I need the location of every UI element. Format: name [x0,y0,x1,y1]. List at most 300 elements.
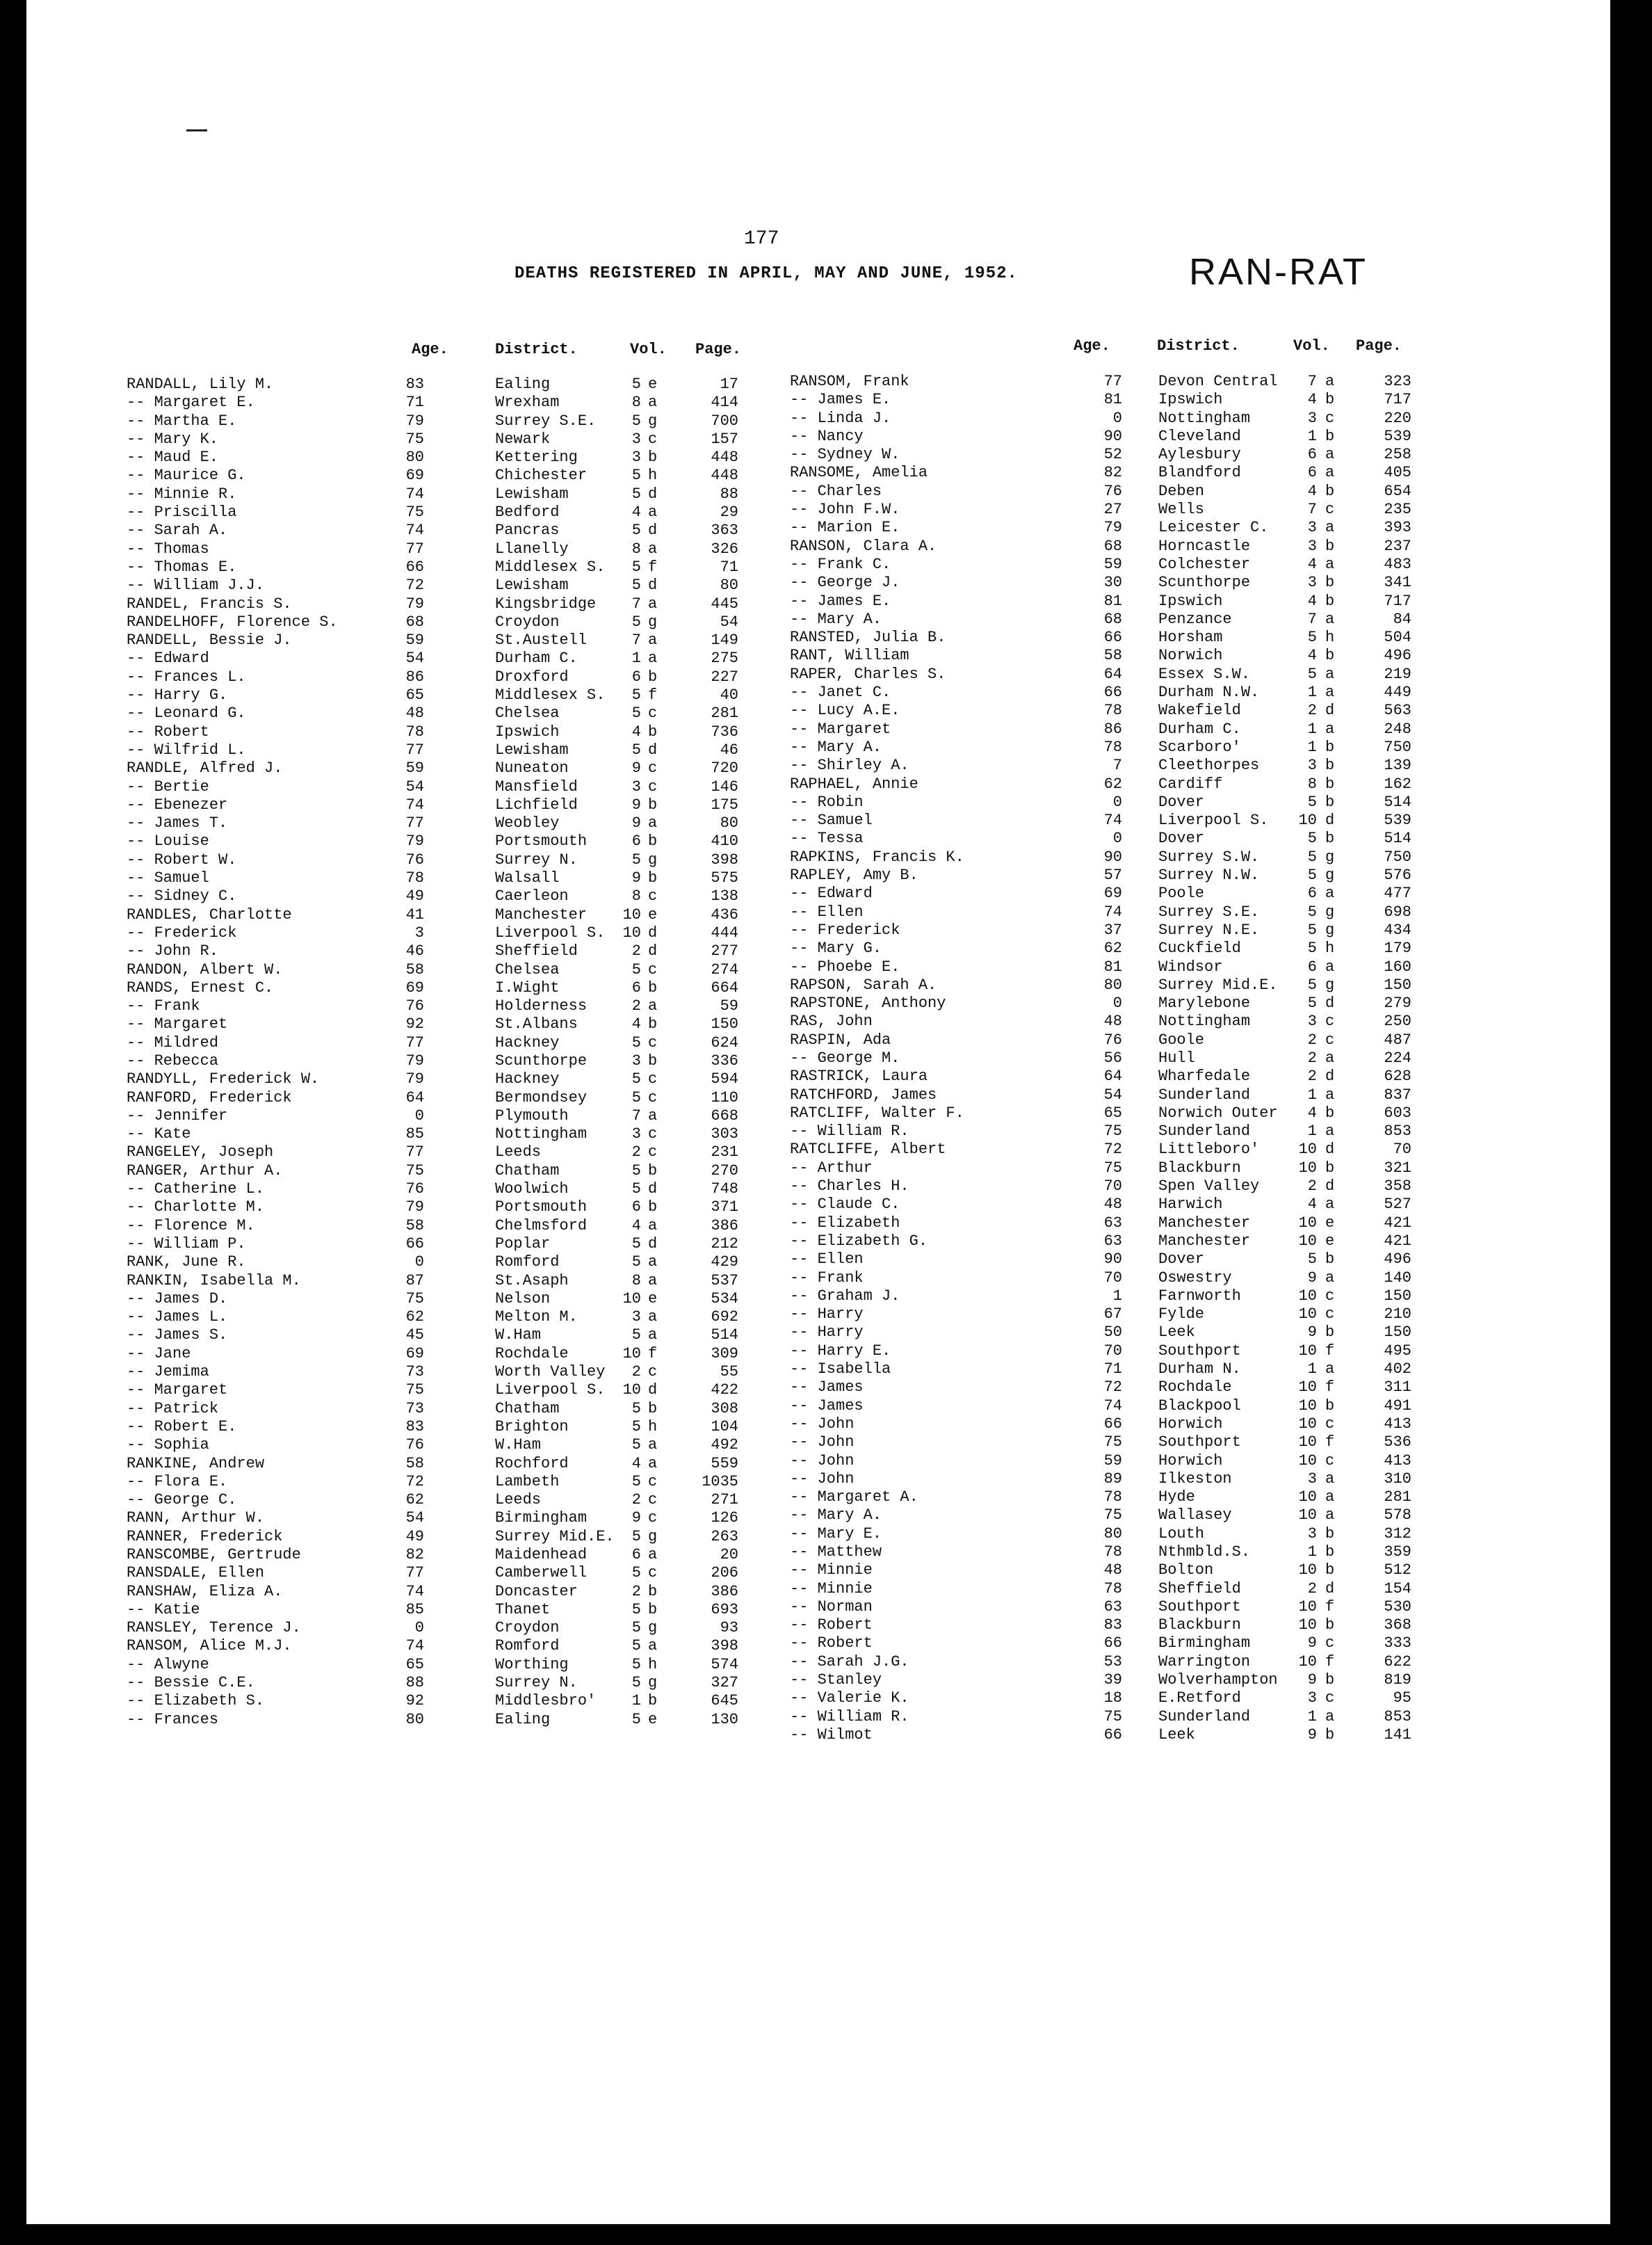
entry-page: 138 [711,887,738,906]
entry-row [127,1235,752,1253]
entry-age: 63 [1103,1232,1122,1250]
entry-district: Poplar [495,1234,551,1253]
entry-page: 55 [720,1363,738,1381]
entry-row [790,1378,1416,1397]
entry-volume: 5 [1307,665,1317,683]
entry-age: 70 [1103,1342,1122,1360]
entry-volume: 9 [1307,1634,1317,1652]
entry-row [127,540,752,558]
entry-page: 248 [1384,720,1411,738]
entry-page: 80 [720,814,738,832]
entry-district: Thanet [495,1600,551,1618]
entry-district: Rochdale [495,1344,569,1362]
entry-volume: 2 [1307,702,1317,720]
entry-name: RANDLES, Charlotte [127,906,292,924]
entry-age: 0 [1112,409,1122,427]
entry-page: 449 [1384,684,1411,702]
entry-name: -- Charles [790,482,882,500]
entry-age: 70 [1103,1269,1122,1287]
entry-name: -- Charlotte M. [127,1198,265,1216]
entry-volume-part: a [1325,446,1335,464]
entry-page: 692 [711,1308,738,1326]
entry-row [127,558,752,577]
entry-page: 594 [711,1070,738,1088]
entry-district: Scunthorpe [1158,574,1251,592]
entry-name: -- Frank [127,997,200,1015]
entry-page: 29 [720,504,738,522]
entry-name: RANGER, Arthur A. [127,1161,283,1180]
entry-volume-part: c [1325,1305,1335,1323]
entry-volume-part: d [1325,812,1335,830]
entry-district: Ilkeston [1158,1470,1232,1488]
entry-district: Kingsbridge [495,595,597,613]
entry-name: -- John [790,1433,855,1451]
entry-name: -- Flora E. [127,1472,228,1490]
entry-district: Chichester [495,467,588,485]
entry-volume: 4 [631,1015,641,1033]
entry-volume-part: a [1325,1196,1335,1214]
entry-page: 402 [1384,1360,1411,1378]
entry-name: -- Margaret [127,1381,228,1399]
entry-name: -- James E. [790,391,891,409]
entry-age: 92 [405,1692,424,1710]
right-header-page: Page. [1356,337,1402,355]
entry-district: Leek [1158,1725,1195,1744]
entry-volume: 10 [622,1289,641,1307]
entry-district: Liverpool S. [1158,812,1269,830]
entry-volume-part: b [1325,1671,1335,1689]
entry-name: -- Jennifer [127,1107,228,1125]
entry-age: 75 [1103,1707,1122,1725]
entry-row [790,1525,1416,1543]
entry-volume-part: a [648,1308,658,1326]
entry-volume: 5 [1307,830,1317,848]
entry-volume-part: c [648,778,658,796]
entry-row [790,1196,1416,1214]
entry-volume-part: f [1325,1652,1335,1671]
entry-row [127,1272,752,1290]
entry-age: 76 [1103,1031,1122,1049]
entry-district: Southport [1158,1433,1241,1451]
entry-volume-part: c [1325,1634,1335,1652]
entry-page: 126 [711,1509,738,1527]
entry-age: 77 [405,1564,424,1582]
entry-row [790,1397,1416,1415]
entry-name: -- James D. [127,1289,228,1307]
entry-volume-part: b [1325,1323,1335,1342]
entry-volume: 3 [1307,1470,1317,1488]
entry-district: Deben [1158,482,1205,500]
entry-page: 333 [1384,1634,1411,1652]
entry-district: Middlesbro' [495,1692,597,1710]
entry-district: Cleethorpes [1158,757,1260,775]
entry-volume: 5 [631,1436,641,1454]
entry-volume-part: b [648,832,658,851]
entry-district: Horwich [1158,1451,1223,1470]
entry-name: RATCLIFFE, Albert [790,1141,946,1159]
entry-name: -- Ebenezer [127,796,228,814]
entry-volume: 3 [1307,757,1317,775]
entry-name: -- Sarah J.G. [790,1652,909,1671]
entry-page: 1035 [702,1472,738,1490]
entry-volume-part: a [648,1637,658,1655]
entry-age: 80 [405,449,424,467]
entry-page: 326 [711,540,738,558]
entry-volume: 1 [1307,684,1317,702]
entry-row [790,446,1416,464]
entry-age: 67 [1103,1305,1122,1323]
entry-volume-part: f [1325,1598,1335,1616]
entry-volume-part: b [1325,1561,1335,1579]
entry-volume: 5 [1307,995,1317,1013]
entry-name: -- Wilmot [790,1725,873,1744]
entry-row [127,1089,752,1107]
entry-age: 49 [405,887,424,906]
entry-volume: 10 [1298,1232,1317,1250]
entry-age: 78 [1103,1488,1122,1506]
entry-district: Worth Valley [495,1363,606,1381]
entry-name: RANKINE, Andrew [127,1454,265,1472]
entry-volume: 4 [631,1454,641,1472]
entry-row [790,1543,1416,1561]
entry-row [127,942,752,960]
entry-volume: 2 [1307,1031,1317,1049]
entry-volume: 5 [631,1180,641,1198]
entry-district: Ipswich [1158,592,1223,610]
entry-age: 78 [405,869,424,887]
entry-name: RANFORD, Frederick [127,1088,292,1107]
entry-volume: 7 [1307,501,1317,519]
entry-name: -- Maud E. [127,449,219,467]
entry-volume-part: b [1325,830,1335,848]
entry-district: Wakefield [1158,702,1241,720]
entry-volume: 5 [631,467,641,485]
entry-row [790,1159,1416,1177]
entry-volume: 2 [631,1582,641,1600]
entry-district: Ealing [495,1710,551,1728]
entry-page: 275 [711,650,738,668]
entry-district: Ealing [495,376,551,393]
entry-volume-part: b [648,449,658,467]
entry-row [790,1616,1416,1634]
entry-name: -- Thomas [127,540,209,558]
entry-age: 65 [405,686,424,705]
entry-district: Durham C. [1158,720,1241,738]
entry-volume: 9 [1307,1269,1317,1287]
entry-page: 157 [711,430,738,448]
entry-row [790,428,1416,446]
entry-volume: 3 [631,1052,641,1070]
entry-age: 48 [1103,1561,1122,1579]
entry-page: 414 [711,394,738,412]
entry-page: 258 [1384,446,1411,464]
entry-name: RAPLEY, Amy B. [790,867,918,885]
entry-volume: 10 [1298,1598,1317,1616]
entry-volume-part: c [648,430,658,448]
entry-volume: 3 [631,430,641,448]
entry-name: -- Leonard G. [127,705,246,723]
entry-district: Southport [1158,1342,1241,1360]
entry-volume-part: c [648,1363,658,1381]
entry-district: Nthmbld.S. [1158,1543,1251,1561]
entry-volume-part: a [648,814,658,832]
entry-row [127,1345,752,1363]
entry-age: 0 [414,1107,424,1125]
left-header-district: District. [495,341,578,358]
entry-name: -- Elizabeth S. [127,1692,265,1710]
entry-volume-part: b [1325,1725,1335,1744]
entry-volume-part: b [648,1600,658,1618]
entry-name: -- Sydney W. [790,446,900,464]
entry-volume-part: h [648,467,658,485]
entry-name: RANDYLL, Frederick W. [127,1070,320,1088]
entry-row [127,1583,752,1601]
entry-volume-part: b [1325,1104,1335,1122]
entry-volume: 4 [631,1216,641,1234]
entry-page: 720 [711,759,738,778]
entry-volume: 9 [631,869,641,887]
entry-age: 66 [405,1234,424,1253]
entry-row [127,577,752,595]
entry-volume-part: b [1325,738,1335,756]
entry-volume-part: c [1325,1031,1335,1049]
entry-row [127,431,752,449]
entry-volume-part: c [648,705,658,723]
entry-age: 65 [1103,1104,1122,1122]
entry-age: 75 [1103,1159,1122,1177]
entry-age: 86 [1103,720,1122,738]
entry-volume: 4 [631,723,641,741]
right-header-district: District. [1157,337,1240,355]
entry-district: Chelsea [495,705,560,723]
entry-row [790,1470,1416,1488]
entry-district: Brighton [495,1417,569,1435]
entry-volume-part: b [1325,574,1335,592]
entry-page: 279 [1384,995,1411,1013]
entry-page: 359 [1384,1543,1411,1561]
entry-volume: 3 [1307,1689,1317,1707]
entry-page: 576 [1384,867,1411,885]
entry-page: 736 [711,723,738,741]
entry-volume: 5 [631,558,641,576]
entry-row [790,1177,1416,1196]
entry-row [790,647,1416,665]
entry-name: -- Edward [790,885,873,903]
entry-district: Sunderland [1158,1707,1251,1725]
entry-row [790,1452,1416,1470]
entry-volume-part: b [648,1052,658,1070]
page-number: 177 [744,228,779,250]
entry-row [790,922,1416,940]
entry-age: 58 [405,1454,424,1472]
entry-row [790,1031,1416,1049]
entry-name: RANDELL, Bessie J. [127,631,292,650]
entry-page: 429 [711,1253,738,1271]
entry-name: -- John [790,1451,855,1470]
entry-volume: 8 [631,887,641,906]
entry-volume: 9 [631,814,641,832]
entry-volume-part: a [1325,610,1335,628]
entry-district: Newark [495,430,551,448]
entry-volume: 5 [631,1674,641,1692]
entry-name: -- George J. [790,574,900,592]
entry-volume: 10 [622,906,641,924]
entry-age: 77 [405,1033,424,1052]
entry-district: St.Asaph [495,1271,569,1289]
entry-row [127,1473,752,1491]
entry-district: Surrey Mid.E. [1158,976,1278,994]
entry-page: 536 [1384,1433,1411,1451]
entry-volume: 1 [1307,1543,1317,1561]
entry-volume: 5 [631,1088,641,1107]
entry-page: 146 [711,778,738,796]
entry-page: 263 [711,1527,738,1545]
scan-border-left [0,0,26,2245]
entry-age: 68 [1103,537,1122,555]
entry-page: 308 [711,1399,738,1417]
entry-age: 74 [1103,1397,1122,1415]
entry-volume: 7 [631,631,641,650]
entry-row [127,686,752,705]
entry-volume-part: d [648,577,658,595]
entry-page: 312 [1384,1524,1411,1543]
entry-volume-part: h [648,1417,658,1435]
entry-row [127,376,752,394]
entry-row [790,1013,1416,1031]
entry-page: 645 [711,1692,738,1710]
entry-volume-part: c [648,960,658,979]
entry-volume: 1 [1307,720,1317,738]
entry-volume-part: c [1325,409,1335,427]
entry-name: -- Frank C. [790,555,891,573]
entry-district: St.Albans [495,1015,578,1033]
entry-volume: 10 [1298,1305,1317,1323]
entry-volume: 9 [631,796,641,814]
entry-age: 79 [405,412,424,430]
entry-volume-part: d [1325,1579,1335,1598]
entry-name: -- Frances L. [127,668,246,686]
entry-volume: 10 [1298,1397,1317,1415]
entry-row [127,1326,752,1344]
entry-row [127,1363,752,1381]
entry-volume-part: a [648,1107,658,1125]
entry-volume: 3 [1307,519,1317,537]
entry-row [127,869,752,887]
entry-page: 160 [1384,958,1411,976]
left-header-vol: Vol. [630,341,667,358]
entry-volume-part: b [1325,1543,1335,1561]
entry-row [127,759,752,778]
entry-volume: 10 [622,1381,641,1399]
entry-volume: 5 [1307,867,1317,885]
entry-volume-part: b [648,723,658,741]
entry-volume: 5 [1307,903,1317,921]
entry-volume-part: a [648,1253,658,1271]
entry-name: RANDELHOFF, Florence S. [127,613,338,631]
entry-row [127,1564,752,1582]
entry-district: Cuckfield [1158,940,1241,958]
entry-row [127,741,752,759]
entry-name: -- Jane [127,1344,191,1362]
entry-age: 66 [1103,1415,1122,1433]
entry-row [790,556,1416,574]
entry-page: 274 [711,960,738,979]
entry-age: 59 [1103,1451,1122,1470]
entry-name: -- John [790,1470,855,1488]
entry-volume-part: b [1325,1159,1335,1177]
entry-age: 74 [405,522,424,540]
entry-name: -- William R. [790,1122,909,1141]
entry-district: Surrey N. [495,1674,578,1692]
entry-name: -- Florence M. [127,1216,255,1234]
entry-volume: 4 [1307,391,1317,409]
entry-district: Poole [1158,885,1205,903]
entry-age: 73 [405,1363,424,1381]
scan-mark [186,129,207,131]
entry-district: Bermondsey [495,1088,588,1107]
left-header-page: Page. [695,341,742,358]
entry-age: 0 [414,1619,424,1637]
left-header-age: Age. [412,341,448,358]
entry-page: 434 [1384,921,1411,939]
entry-page: 371 [711,1198,738,1216]
entry-volume-part: d [648,741,658,759]
entry-name: -- James T. [127,814,228,832]
entry-district: Nottingham [1158,1013,1251,1031]
entry-age: 69 [405,467,424,485]
entry-volume: 3 [631,449,641,467]
entry-age: 74 [1103,812,1122,830]
entry-age: 58 [405,1216,424,1234]
entry-row [790,1360,1416,1378]
entry-district: Romford [495,1253,560,1271]
entry-volume-part: g [648,1527,658,1545]
entry-volume: 5 [631,485,641,503]
entry-page: 514 [1384,830,1411,848]
entry-row [790,666,1416,684]
entry-age: 54 [405,778,424,796]
entry-row [790,684,1416,702]
entry-age: 63 [1103,1214,1122,1232]
entry-volume-part: c [648,887,658,906]
entry-district: Leeds [495,1143,542,1161]
entry-name: -- William P. [127,1234,246,1253]
entry-page: 206 [711,1564,738,1582]
entry-name: RANGELEY, Joseph [127,1143,274,1161]
entry-volume-part: d [1325,995,1335,1013]
entry-page: 271 [711,1491,738,1509]
entry-row [790,1506,1416,1524]
entry-page: 93 [720,1619,738,1637]
entry-volume: 3 [631,1308,641,1326]
entry-district: Liverpool S. [495,1381,606,1399]
entry-volume: 4 [1307,592,1317,610]
entry-age: 59 [405,631,424,650]
entry-name: -- Robert [790,1634,873,1652]
entry-row [790,1305,1416,1323]
entry-name: -- Frances [127,1710,219,1728]
entry-district: Llanelly [495,540,569,558]
entry-district: Goole [1158,1031,1205,1049]
entry-page: 563 [1384,702,1411,720]
entry-page: 398 [711,1637,738,1655]
entry-volume: 5 [631,412,641,430]
entry-page: 149 [711,631,738,650]
entry-age: 62 [1103,775,1122,793]
entry-district: St.Austell [495,631,588,650]
entry-age: 58 [1103,647,1122,665]
entry-age: 0 [1112,793,1122,811]
